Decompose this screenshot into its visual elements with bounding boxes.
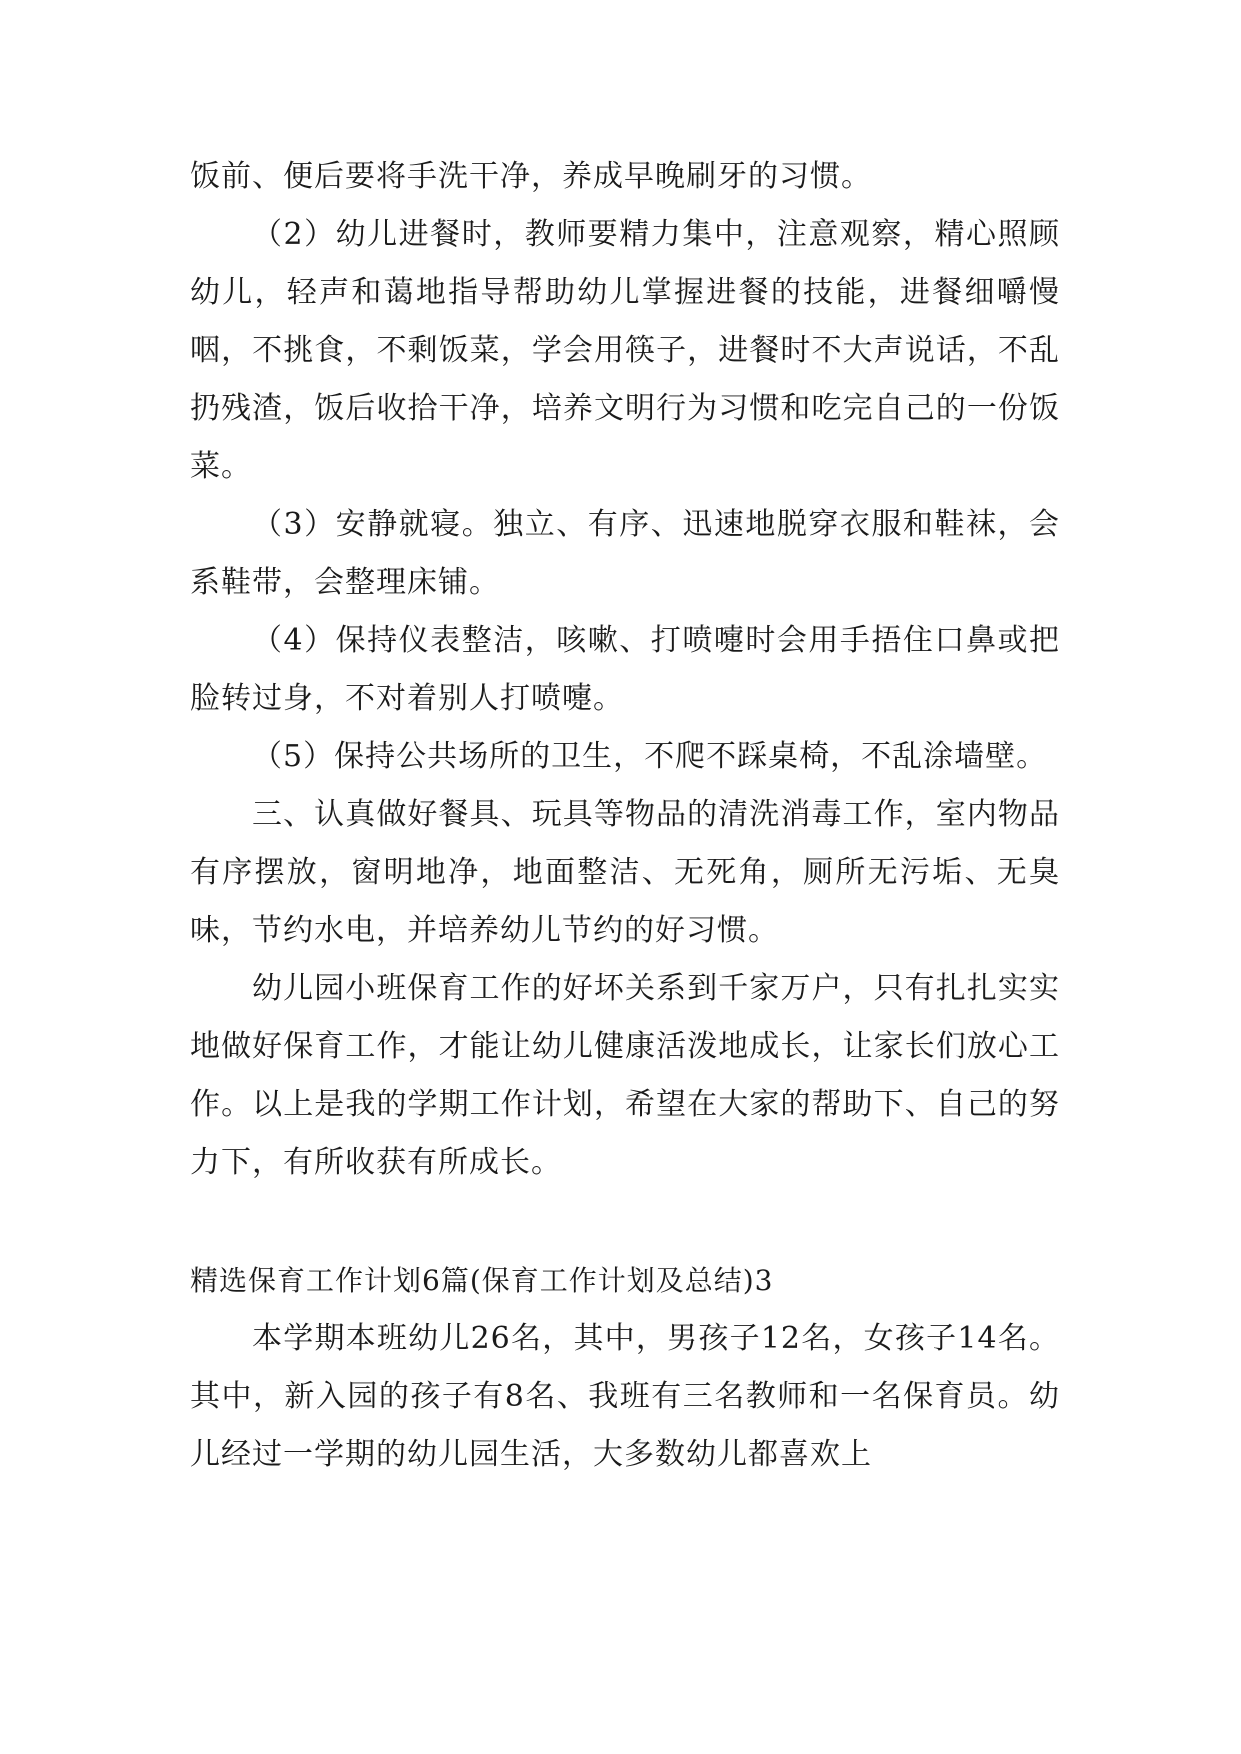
paragraph-handwashing-continued: 饭前、便后要将手洗干净，养成早晚刷牙的习惯。 <box>190 159 872 194</box>
paragraph-conclusion: 幼儿园小班保育工作的好坏关系到千家万户，只有扎扎实实地做好保育工作，才能让幼儿健康活泼地成长，让家长们放心工作。以上是我的学期工作计划，希望在大家的帮助下、自己的努力下，有所收获有所成长。 <box>190 971 1060 1180</box>
paragraph-item-3-sleep: （3）安静就寝。独立、有序、迅速地脱穿衣服和鞋袜，会系鞋带，会整理床铺。 <box>190 507 1060 600</box>
paragraph-item-2-meals: （2）幼儿进餐时，教师要精力集中，注意观察，精心照顾幼儿，轻声和蔼地指导帮助幼儿掌握进餐的技能，进餐细嚼慢咽，不挑食，不剩饭菜，学会用筷子，进餐时不大声说话，不乱扔残渣，饭后收拾干净，培养文明行为习惯和吃完自己的一份饭菜。 <box>190 217 1060 484</box>
paragraph-item-4-hygiene: （4）保持仪表整洁，咳嗽、打喷嚏时会用手捂住口鼻或把脸转过身，不对着别人打喷嚏。 <box>190 623 1060 716</box>
paragraph-section-three-cleaning: 三、认真做好餐具、玩具等物品的清洗消毒工作，室内物品有序摆放，窗明地净，地面整洁、无死角，厕所无污垢、无臭味，节约水电，并培养幼儿节约的好习惯。 <box>190 797 1060 948</box>
paragraph-item-5-public-places: （5）保持公共场所的卫生，不爬不踩桌椅，不乱涂墙壁。 <box>252 739 1048 774</box>
paragraph-class-overview: 本学期本班幼儿26名，其中，男孩子12名，女孩子14名。其中，新入园的孩子有8名、我班有三名教师和一名保育员。幼儿经过一学期的幼儿园生活，大多数幼儿都喜欢上 <box>190 1321 1060 1472</box>
section-title: 精选保育工作计划6篇(保育工作计划及总结)3 <box>190 1264 774 1297</box>
document-body <box>190 148 1060 1484</box>
